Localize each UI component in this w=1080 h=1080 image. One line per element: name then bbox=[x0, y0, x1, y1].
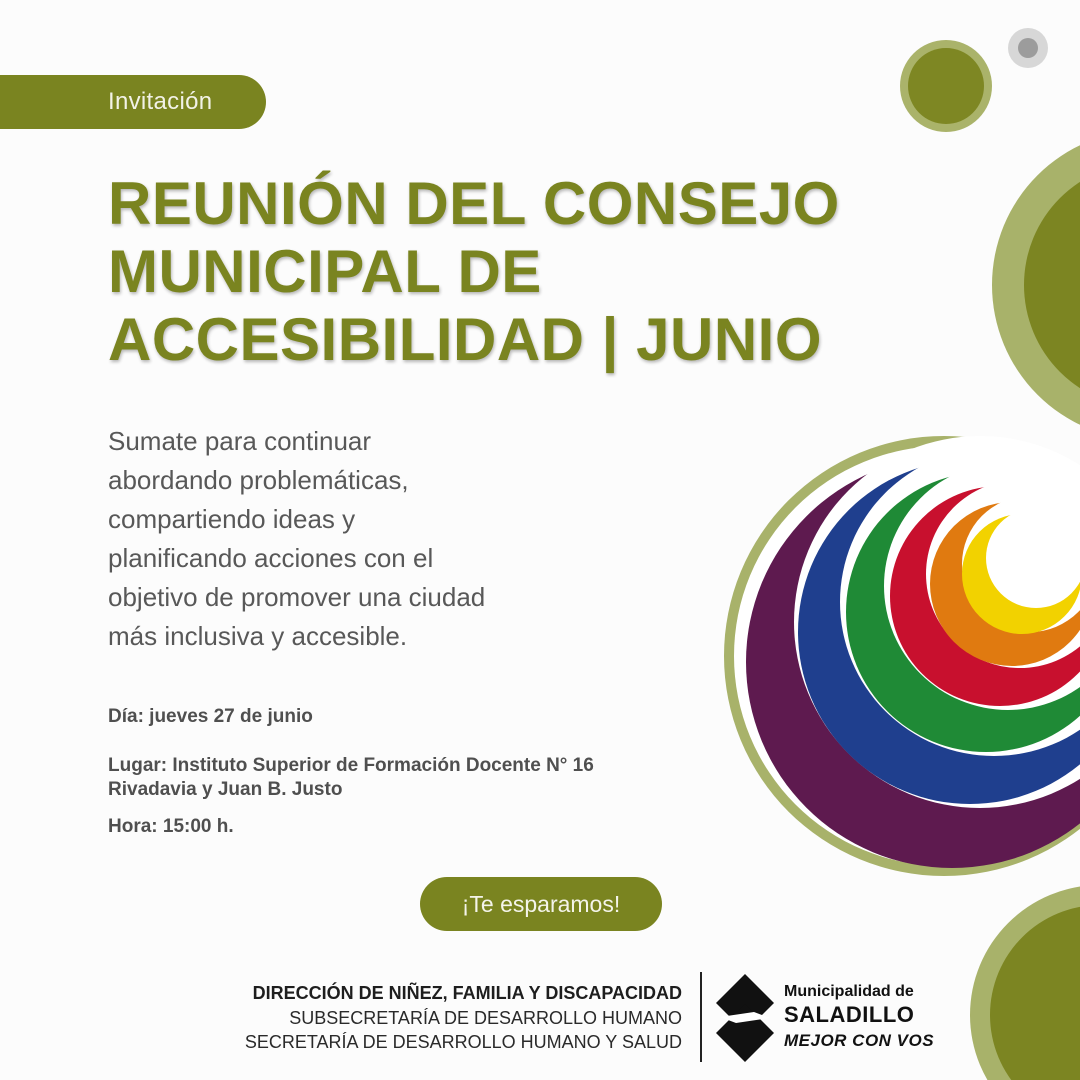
decorative-grey-dot bbox=[1008, 28, 1048, 68]
footer-department bbox=[100, 980, 682, 1054]
municipality-logo bbox=[784, 982, 934, 1054]
description-line: más inclusiva y accesible. bbox=[108, 621, 408, 651]
event-time: Hora: 15:00 h. bbox=[108, 816, 234, 837]
page-title bbox=[108, 170, 968, 374]
municipality-name: SALADILLO bbox=[784, 1002, 915, 1027]
footer-divider bbox=[700, 972, 702, 1062]
event-description bbox=[108, 422, 628, 656]
footer-direction: DIRECCIÓN DE NIÑEZ, FAMILIA Y DISCAPACIDAD bbox=[252, 983, 682, 1003]
description-line: abordando problemáticas, bbox=[108, 465, 409, 495]
decorative-circle-right bbox=[992, 130, 1080, 440]
event-place bbox=[108, 754, 594, 802]
event-place-address: Rivadavia y Juan B. Justo bbox=[108, 779, 343, 800]
municipality-line1: Municipalidad de bbox=[784, 983, 914, 1000]
accessibility-spiral-icon bbox=[724, 436, 1080, 876]
saladillo-logo-mark bbox=[714, 972, 776, 1064]
description-line: planificando acciones con el bbox=[108, 543, 434, 573]
decorative-circle-small bbox=[908, 48, 984, 124]
footer-subsecretaria: SUBSECRETARÍA DE DESARROLLO HUMANO bbox=[289, 1008, 682, 1028]
description-line: compartiendo ideas y bbox=[108, 504, 356, 534]
invitation-badge: Invitación bbox=[0, 75, 266, 129]
description-line: objetivo de promover una ciudad bbox=[108, 582, 486, 612]
decorative-circle-bottom-right bbox=[970, 885, 1080, 1080]
event-place-line: Lugar: Instituto Superior de Formación Docente N° 16 bbox=[108, 755, 594, 776]
title-line: REUNIÓN DEL CONSEJO bbox=[108, 170, 840, 237]
title-line: MUNICIPAL DE bbox=[108, 238, 542, 305]
description-line: Sumate para continuar bbox=[108, 426, 372, 456]
footer-secretaria: SECRETARÍA DE DESARROLLO HUMANO Y SALUD bbox=[244, 1032, 682, 1052]
municipality-slogan: MEJOR CON VOS bbox=[784, 1031, 935, 1050]
title-line: ACCESIBILIDAD | JUNIO bbox=[108, 306, 823, 373]
cta-button[interactable]: ¡Te esparamos! bbox=[420, 877, 662, 931]
event-day: Día: jueves 27 de junio bbox=[108, 706, 313, 727]
